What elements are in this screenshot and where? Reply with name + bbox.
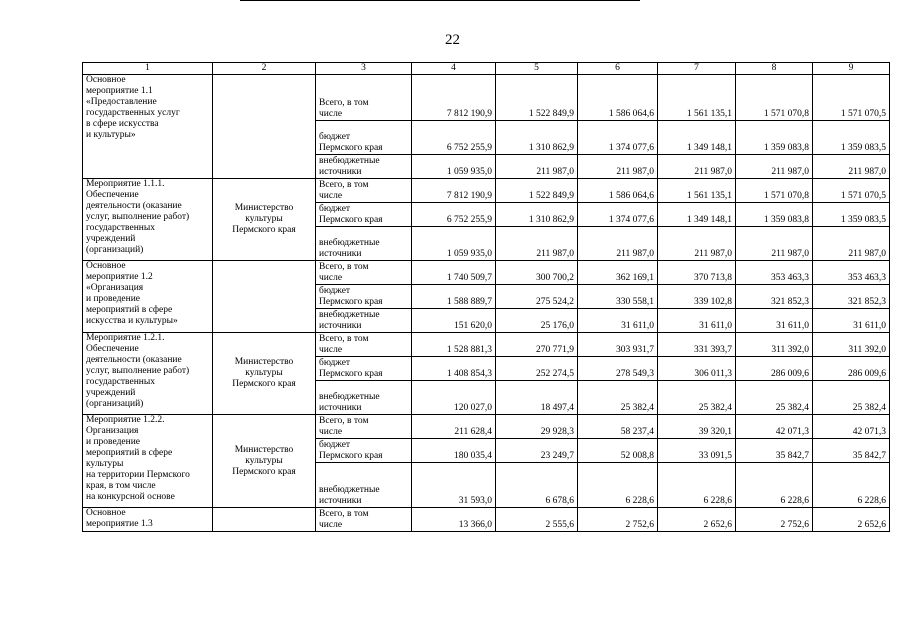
funding-source-cell: внебюджетные источники bbox=[316, 309, 412, 333]
amount-cell: 275 524,2 bbox=[496, 285, 578, 309]
funding-source-cell: Всего, в том числе bbox=[316, 508, 412, 532]
executor-cell: Министерство культуры Пермского края bbox=[213, 333, 316, 415]
amount-cell: 31 593,0 bbox=[412, 463, 496, 508]
amount-cell: 211 987,0 bbox=[736, 227, 813, 261]
amount-cell: 286 009,6 bbox=[736, 357, 813, 381]
amount-cell: 211 987,0 bbox=[658, 155, 736, 179]
amount-cell: 303 931,7 bbox=[578, 333, 658, 357]
amount-cell: 211 628,4 bbox=[412, 415, 496, 439]
amount-cell: 1 571 070,8 bbox=[736, 179, 813, 203]
budget-table bbox=[82, 62, 890, 532]
amount-cell: 321 852,3 bbox=[813, 285, 890, 309]
amount-cell: 1 571 070,8 bbox=[736, 75, 813, 121]
amount-cell: 1 349 148,1 bbox=[658, 203, 736, 227]
table-row bbox=[83, 179, 890, 203]
amount-cell: 1 059 935,0 bbox=[412, 155, 496, 179]
amount-cell: 1 571 070,5 bbox=[813, 75, 890, 121]
amount-cell: 1 310 862,9 bbox=[496, 203, 578, 227]
amount-cell: 270 771,9 bbox=[496, 333, 578, 357]
activity-name-cell: Мероприятие 1.1.1. Обеспечение деятельности (оказание услуг, выполнение работ) государственных учреждений (организаций) bbox=[83, 179, 213, 261]
amount-cell: 211 987,0 bbox=[496, 227, 578, 261]
funding-source-cell: Всего, в том числе bbox=[316, 75, 412, 121]
amount-cell: 25 382,4 bbox=[658, 381, 736, 415]
amount-cell: 25 176,0 bbox=[496, 309, 578, 333]
amount-cell: 18 497,4 bbox=[496, 381, 578, 415]
amount-cell: 211 987,0 bbox=[658, 227, 736, 261]
header-cell: 1 bbox=[83, 63, 213, 75]
amount-cell: 286 009,6 bbox=[813, 357, 890, 381]
amount-cell: 6 228,6 bbox=[736, 463, 813, 508]
header-cell: 8 bbox=[736, 63, 813, 75]
header-row bbox=[83, 63, 890, 75]
amount-cell: 306 011,3 bbox=[658, 357, 736, 381]
amount-cell: 1 374 077,6 bbox=[578, 121, 658, 155]
amount-cell: 211 987,0 bbox=[813, 155, 890, 179]
amount-cell: 362 169,1 bbox=[578, 261, 658, 285]
header-cell: 7 bbox=[658, 63, 736, 75]
table-row bbox=[83, 75, 890, 121]
funding-source-cell: Всего, в том числе bbox=[316, 415, 412, 439]
amount-cell: 300 700,2 bbox=[496, 261, 578, 285]
executor-cell bbox=[213, 75, 316, 179]
header-cell: 6 bbox=[578, 63, 658, 75]
funding-source-cell: бюджет Пермского края bbox=[316, 285, 412, 309]
amount-cell: 58 237,4 bbox=[578, 415, 658, 439]
amount-cell: 31 611,0 bbox=[578, 309, 658, 333]
amount-cell: 25 382,4 bbox=[736, 381, 813, 415]
amount-cell: 25 382,4 bbox=[813, 381, 890, 415]
amount-cell: 211 987,0 bbox=[813, 227, 890, 261]
amount-cell: 39 320,1 bbox=[658, 415, 736, 439]
amount-cell: 35 842,7 bbox=[736, 439, 813, 463]
amount-cell: 35 842,7 bbox=[813, 439, 890, 463]
funding-source-cell: внебюджетные источники bbox=[316, 463, 412, 508]
amount-cell: 1 522 849,9 bbox=[496, 179, 578, 203]
amount-cell: 1 571 070,5 bbox=[813, 179, 890, 203]
amount-cell: 1 408 854,3 bbox=[412, 357, 496, 381]
amount-cell: 330 558,1 bbox=[578, 285, 658, 309]
amount-cell: 311 392,0 bbox=[736, 333, 813, 357]
activity-name-cell: Основное мероприятие 1.1 «Предоставление государственных услуг в сфере искусства и культуры» bbox=[83, 75, 213, 179]
amount-cell: 1 374 077,6 bbox=[578, 203, 658, 227]
amount-cell: 1 359 083,8 bbox=[736, 203, 813, 227]
amount-cell: 211 987,0 bbox=[736, 155, 813, 179]
amount-cell: 31 611,0 bbox=[736, 309, 813, 333]
header-cell: 2 bbox=[213, 63, 316, 75]
amount-cell: 1 740 509,7 bbox=[412, 261, 496, 285]
amount-cell: 180 035,4 bbox=[412, 439, 496, 463]
amount-cell: 1 528 881,3 bbox=[412, 333, 496, 357]
funding-source-cell: бюджет Пермского края bbox=[316, 439, 412, 463]
activity-name-cell: Мероприятие 1.2.1. Обеспечение деятельности (оказание услуг, выполнение работ) государственных учреждений (организаций) bbox=[83, 333, 213, 415]
funding-source-cell: Всего, в том числе bbox=[316, 179, 412, 203]
amount-cell: 7 812 190,9 bbox=[412, 179, 496, 203]
amount-cell: 2 752,6 bbox=[736, 508, 813, 532]
amount-cell: 29 928,3 bbox=[496, 415, 578, 439]
amount-cell: 211 987,0 bbox=[496, 155, 578, 179]
amount-cell: 2 652,6 bbox=[813, 508, 890, 532]
header-cell: 3 bbox=[316, 63, 412, 75]
amount-cell: 31 611,0 bbox=[813, 309, 890, 333]
amount-cell: 52 008,8 bbox=[578, 439, 658, 463]
amount-cell: 1 522 849,9 bbox=[496, 75, 578, 121]
funding-source-cell: внебюджетные источники bbox=[316, 381, 412, 415]
activity-name-cell: Основное мероприятие 1.2 «Организация и проведение мероприятий в сфере искусства и культуры» bbox=[83, 261, 213, 333]
amount-cell: 252 274,5 bbox=[496, 357, 578, 381]
amount-cell: 6 752 255,9 bbox=[412, 121, 496, 155]
amount-cell: 6 228,6 bbox=[578, 463, 658, 508]
amount-cell: 211 987,0 bbox=[578, 155, 658, 179]
amount-cell: 278 549,3 bbox=[578, 357, 658, 381]
header-cell: 5 bbox=[496, 63, 578, 75]
funding-source-cell: Всего, в том числе bbox=[316, 261, 412, 285]
amount-cell: 42 071,3 bbox=[813, 415, 890, 439]
amount-cell: 25 382,4 bbox=[578, 381, 658, 415]
amount-cell: 339 102,8 bbox=[658, 285, 736, 309]
amount-cell: 1 359 083,5 bbox=[813, 203, 890, 227]
amount-cell: 42 071,3 bbox=[736, 415, 813, 439]
amount-cell: 353 463,3 bbox=[813, 261, 890, 285]
header-cell: 9 bbox=[813, 63, 890, 75]
amount-cell: 6 228,6 bbox=[658, 463, 736, 508]
executor-cell: Министерство культуры Пермского края bbox=[213, 415, 316, 508]
amount-cell: 1 586 064,6 bbox=[578, 179, 658, 203]
funding-source-cell: внебюджетные источники bbox=[316, 227, 412, 261]
activity-name-cell: Основное мероприятие 1.3 bbox=[83, 508, 213, 532]
amount-cell: 2 555,6 bbox=[496, 508, 578, 532]
funding-source-cell: внебюджетные источники bbox=[316, 155, 412, 179]
amount-cell: 6 228,6 bbox=[813, 463, 890, 508]
amount-cell: 311 392,0 bbox=[813, 333, 890, 357]
amount-cell: 1 586 064,6 bbox=[578, 75, 658, 121]
executor-cell: Министерство культуры Пермского края bbox=[213, 179, 316, 261]
activity-name-cell: Мероприятие 1.2.2. Организация и проведение мероприятий в сфере культуры на территории Пермского края, в том числе на конкурсной основе bbox=[83, 415, 213, 508]
amount-cell: 23 249,7 bbox=[496, 439, 578, 463]
table-row bbox=[83, 261, 890, 285]
funding-source-cell: бюджет Пермского края bbox=[316, 121, 412, 155]
amount-cell: 1 059 935,0 bbox=[412, 227, 496, 261]
top-rule bbox=[240, 0, 640, 1]
amount-cell: 1 310 862,9 bbox=[496, 121, 578, 155]
header-cell: 4 bbox=[412, 63, 496, 75]
amount-cell: 2 752,6 bbox=[578, 508, 658, 532]
amount-cell: 1 588 889,7 bbox=[412, 285, 496, 309]
amount-cell: 1 349 148,1 bbox=[658, 121, 736, 155]
amount-cell: 33 091,5 bbox=[658, 439, 736, 463]
amount-cell: 1 359 083,8 bbox=[736, 121, 813, 155]
amount-cell: 1 561 135,1 bbox=[658, 179, 736, 203]
amount-cell: 1 561 135,1 bbox=[658, 75, 736, 121]
amount-cell: 13 366,0 bbox=[412, 508, 496, 532]
amount-cell: 6 752 255,9 bbox=[412, 203, 496, 227]
amount-cell: 370 713,8 bbox=[658, 261, 736, 285]
table-row bbox=[83, 415, 890, 439]
page-number: 22 bbox=[445, 32, 460, 48]
amount-cell: 353 463,3 bbox=[736, 261, 813, 285]
table-row bbox=[83, 508, 890, 532]
executor-cell bbox=[213, 261, 316, 333]
amount-cell: 2 652,6 bbox=[658, 508, 736, 532]
amount-cell: 31 611,0 bbox=[658, 309, 736, 333]
amount-cell: 151 620,0 bbox=[412, 309, 496, 333]
funding-source-cell: бюджет Пермского края bbox=[316, 203, 412, 227]
amount-cell: 211 987,0 bbox=[578, 227, 658, 261]
amount-cell: 120 027,0 bbox=[412, 381, 496, 415]
funding-source-cell: Всего, в том числе bbox=[316, 333, 412, 357]
funding-source-cell: бюджет Пермского края bbox=[316, 357, 412, 381]
amount-cell: 321 852,3 bbox=[736, 285, 813, 309]
amount-cell: 331 393,7 bbox=[658, 333, 736, 357]
table-row bbox=[83, 333, 890, 357]
amount-cell: 1 359 083,5 bbox=[813, 121, 890, 155]
executor-cell bbox=[213, 508, 316, 532]
amount-cell: 6 678,6 bbox=[496, 463, 578, 508]
amount-cell: 7 812 190,9 bbox=[412, 75, 496, 121]
